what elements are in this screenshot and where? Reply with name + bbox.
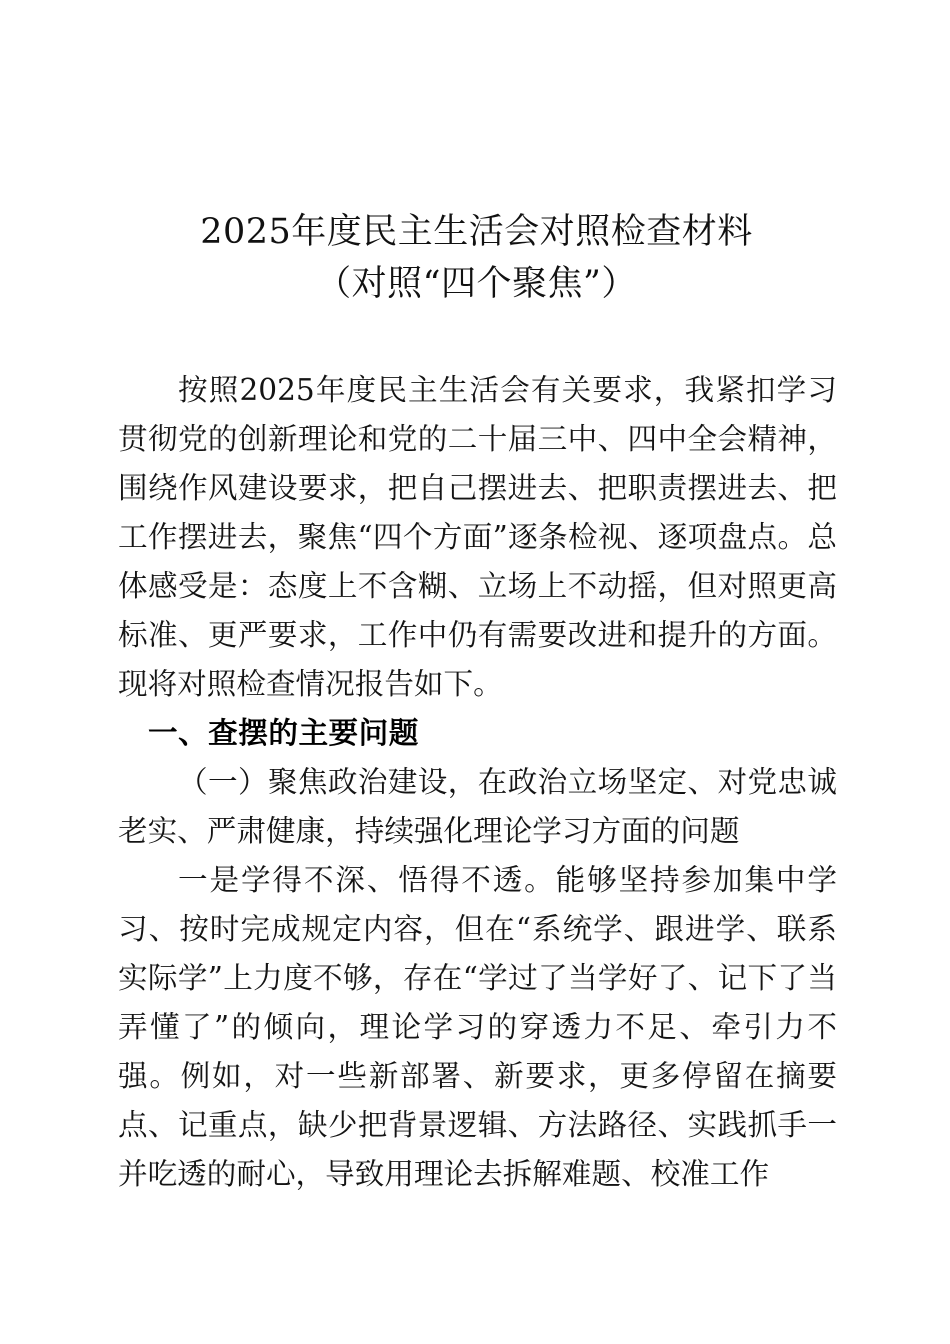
- title-line-main: 2025年度民主生活会对照检查材料: [200, 212, 753, 252]
- document-title: [118, 206, 835, 310]
- document-body: [118, 366, 837, 1199]
- title-line-subtitle: （对照“四个聚焦”）: [316, 264, 637, 304]
- paragraph-intro: 按照2025年度民主生活会有关要求，我紧扣学习贯彻党的创新理论和党的二十届三中、四中全会精神，围绕作风建设要求，把自己摆进去、把职责摆进去、把工作摆进去，聚焦“四个方面”逐条检视、逐项盘点。总体感受是：态度上不含糊、立场上不动摇，但对照更高标准、更严要求，工作中仍有需要改进和提升的方面。现将对照检查情况报告如下。: [118, 373, 837, 701]
- paragraph-problem-1: 一是学得不深、悟得不透。能够坚持参加集中学习、按时完成规定内容，但在“系统学、跟进学、联系实际学”上力度不够，存在“学过了当学好了、记下了当弄懂了”的倾向，理论学习的穿透力不足、牵引力不强。例如，对一些新部署、新要求，更多停留在摘要点、记重点，缺少把背景逻辑、方法路径、实践抓手一并吃透的耐心，导致用理论去拆解难题、校准工作: [118, 863, 837, 1191]
- section-heading-1: 一、查摆的主要问题: [148, 716, 419, 750]
- subsection-heading-1: （一）聚焦政治建设，在政治立场坚定、对党忠诚老实、严肃健康，持续强化理论学习方面的问题: [118, 765, 837, 848]
